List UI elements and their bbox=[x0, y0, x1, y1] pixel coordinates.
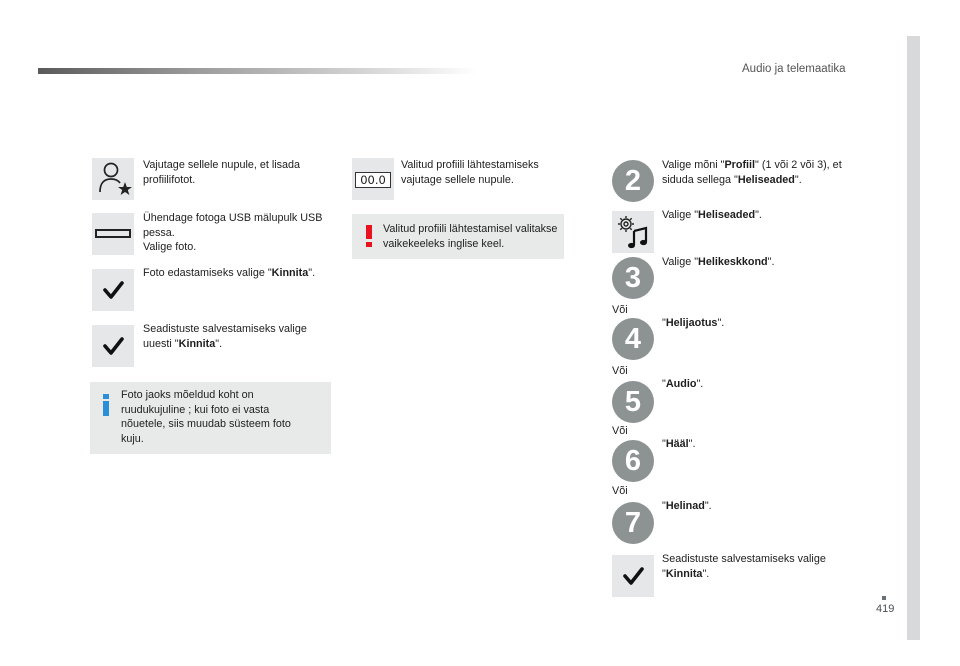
page-number-marker bbox=[882, 596, 886, 600]
choose-profile-text: Valige mõni "Profiil" (1 või 2 või 3), et siduda sellega "Heliseaded". bbox=[662, 159, 842, 186]
checkmark-icon bbox=[92, 269, 134, 311]
ambience-text: Valige "Helikeskkond". bbox=[662, 256, 775, 268]
usb-photo-button[interactable] bbox=[92, 213, 134, 255]
info-note-text: Foto jaoks mõeldud koht on ruudukujuline ; kui foto ei vasta nõuetele, siis muudab süsteem foto kuju. bbox=[121, 389, 291, 445]
add-photo-button[interactable] bbox=[92, 158, 134, 200]
step-number-3: 3 bbox=[612, 257, 654, 299]
final-confirm-text: Seadistuste salvestamiseks valige "Kinnita". bbox=[662, 553, 826, 580]
page-side-tab bbox=[907, 36, 920, 640]
or-label: Või bbox=[612, 365, 628, 377]
kinnita-label: Kinnita bbox=[271, 267, 309, 279]
checkmark-icon bbox=[92, 325, 134, 367]
usb-photo-text bbox=[143, 211, 333, 255]
sound-settings-button[interactable] bbox=[612, 211, 654, 253]
confirm-save-button[interactable] bbox=[92, 325, 134, 367]
audio-text: "Audio". bbox=[662, 378, 704, 390]
confirm-save-text: Seadistuste salvestamiseks valige uuesti "Kinnita". bbox=[143, 323, 307, 350]
page-header-title: Audio ja telemaatika bbox=[742, 63, 846, 75]
info-note bbox=[90, 382, 331, 454]
voice-text: "Hääl". bbox=[662, 438, 696, 450]
checkmark-icon bbox=[612, 555, 654, 597]
confirm-transfer-button[interactable] bbox=[92, 269, 134, 311]
reset-profile-button[interactable] bbox=[352, 158, 394, 200]
warning-note bbox=[352, 214, 564, 259]
distribution-text: "Helijaotus". bbox=[662, 317, 725, 329]
add-photo-text: Vajutage sellele nupule, et lisada profiilifotot. bbox=[143, 159, 301, 186]
or-label: Või bbox=[612, 485, 628, 497]
info-icon bbox=[100, 394, 112, 416]
reset-profile-text: Valitud profiili lähtestamiseks vajutage sellele nupule. bbox=[401, 159, 539, 186]
reset-value-display: 00.0 bbox=[355, 172, 391, 188]
step-number-4: 4 bbox=[612, 318, 654, 360]
choose-photo-instruction: Valige foto. bbox=[143, 241, 197, 253]
usb-bar-icon bbox=[92, 213, 134, 255]
kinnita-label: Kinnita bbox=[178, 337, 216, 350]
or-label: Või bbox=[612, 425, 628, 437]
warning-note-text: Valitud profiili lähtestamisel valitakse vaikekeeleks inglise keel. bbox=[383, 223, 558, 250]
confirm-transfer-text: Foto edastamiseks valige "Kinnita". bbox=[143, 267, 316, 279]
exclamation-icon bbox=[365, 225, 373, 247]
sound-settings-text: Valige "Heliseaded". bbox=[662, 209, 762, 221]
step-number-2: 2 bbox=[612, 160, 654, 202]
page-number: 419 bbox=[876, 603, 895, 615]
usb-instruction: Ühendage fotoga USB mälupulk USB pessa. bbox=[143, 212, 323, 239]
kinnita-label: Kinnita bbox=[665, 567, 703, 580]
step-number-5: 5 bbox=[612, 381, 654, 423]
gear-music-icon bbox=[612, 211, 654, 253]
or-label: Või bbox=[612, 304, 628, 316]
ringtones-text: "Helinad". bbox=[662, 500, 712, 512]
step-number-6: 6 bbox=[612, 440, 654, 482]
step-number-7: 7 bbox=[612, 502, 654, 544]
final-confirm-button[interactable] bbox=[612, 555, 654, 597]
header-gradient-bar bbox=[38, 68, 478, 74]
profile-star-icon bbox=[92, 158, 134, 200]
